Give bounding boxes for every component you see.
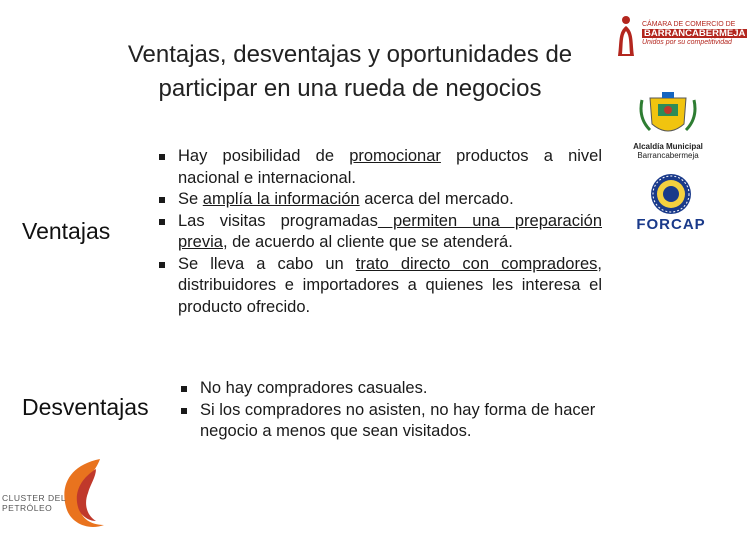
list-item: Si los compradores no asisten, no hay forma de hacer negocio a menos que sean visitados. [178,400,598,443]
ventajas-list [156,146,602,318]
list-item: Hay posibilidad de promocionar productos a nivel nacional e internacional. [156,146,602,189]
cluster-petroleo-logo [0,455,112,535]
list-item: Se amplía la información acerca del mercado. [156,189,602,211]
camara-line2: BARRANCABERMEJA [644,28,746,39]
alcaldia-line2: Barrancabermeja [637,151,699,160]
alcaldia-logo [628,90,708,170]
slide-title-line1: Ventajas, desventajas y oportunidades de [127,41,573,68]
list-item: No hay compradores casuales. [178,378,598,400]
seal-icon [630,172,712,216]
ventajas-label: Ventajas [22,218,111,244]
cluster-line1: CLUSTER DEL [2,493,67,503]
slide-title [100,38,600,106]
camara-comercio-logo [612,14,746,62]
list-item: Las visitas programadas permiten una preparación previa, de acuerdo al cliente que se atenderá. [156,211,602,254]
slide-title-line2: participar en una rueda de negocios [158,75,542,102]
camara-figure-icon [612,14,640,58]
alcaldia-line1: Alcaldía Municipal [633,142,703,151]
forcap-wordmark: FORCAP [636,216,706,233]
cluster-line2: PETRÓLEO [2,503,53,513]
forcap-logo [630,172,712,238]
desventajas-label: Desventajas [22,394,149,420]
coat-of-arms-icon [628,90,708,142]
camara-line3: Unidos por su competitividad [642,39,732,46]
list-item: Se lleva a cabo un trato directo con compradores, distribuidores e importadores a quienes les interesa el producto ofrecido. [156,254,602,319]
desventajas-list [178,378,598,443]
camara-line1: CÁMARA DE COMERCIO DE [642,21,736,28]
